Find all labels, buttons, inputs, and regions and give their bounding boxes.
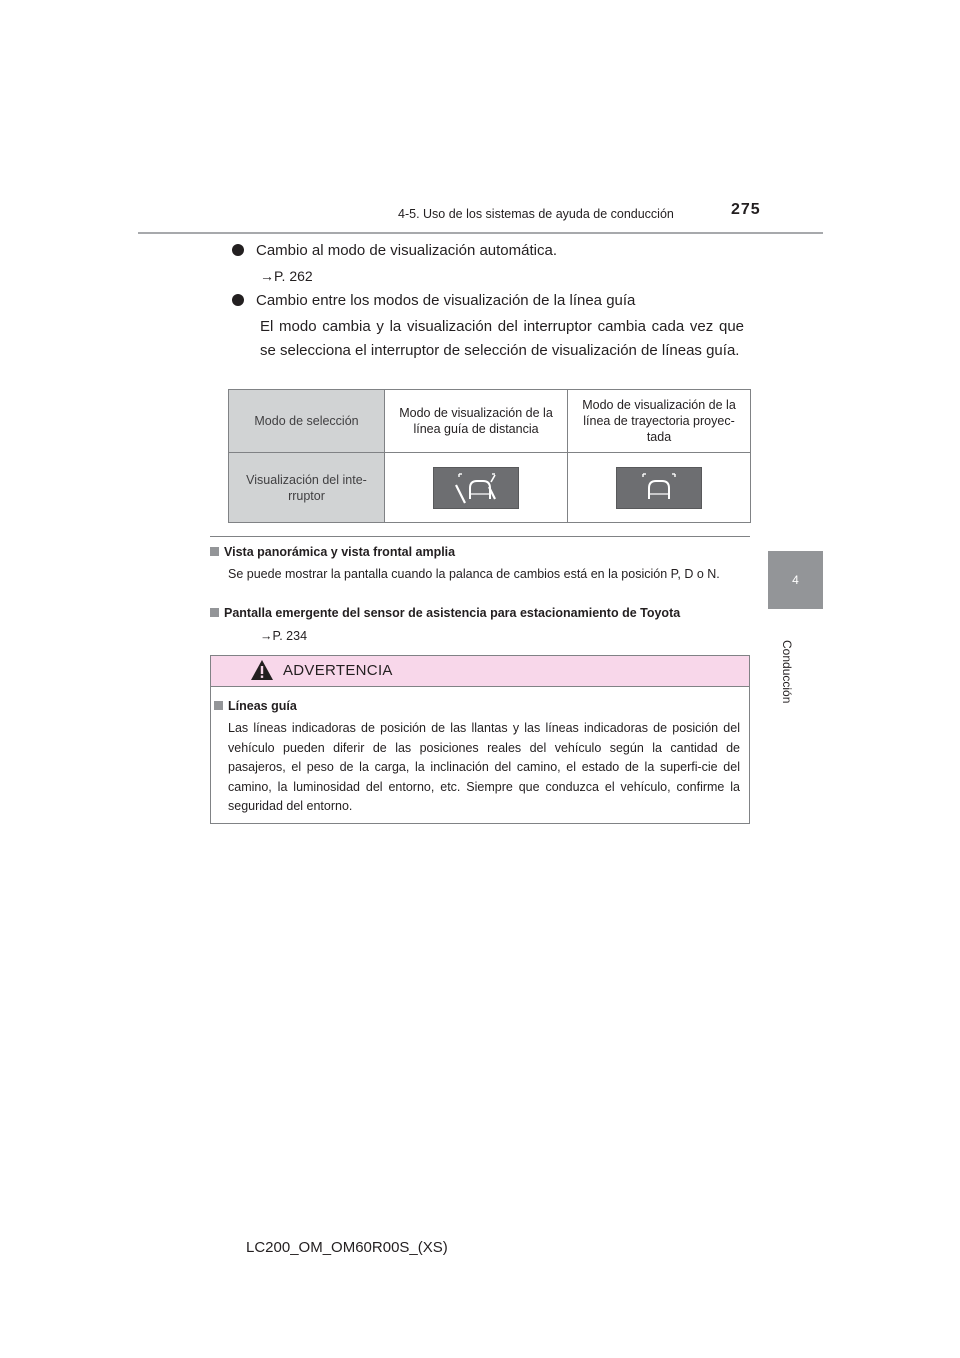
note-title xyxy=(210,545,455,559)
table-column-header: Modo de visualización de la línea guía de distancia xyxy=(385,390,568,453)
table-column-header: Modo de visualización de la línea de trayectoria proyec-tada xyxy=(568,390,751,453)
bullet-text: Cambio al modo de visualización automática. xyxy=(256,242,557,259)
square-bullet-icon xyxy=(210,608,219,617)
section-divider xyxy=(210,536,750,537)
warning-item-text: Las líneas indicadoras de posición de las llantas y las líneas indicadoras de posición del vehículo pueden diferir de las posiciones reales del vehículo según la cantidad de pasajeros, el peso de la carga, la inclinación del camino, el estado de la superfi-cie del camino, la luminosidad del entorno, etc. Siempre que conduzca el vehículo, confirme la seguridad del entorno. xyxy=(228,721,740,813)
page-reference: →P. 262 xyxy=(260,268,313,284)
note-title-text: Vista panorámica y vista frontal amplia xyxy=(224,545,456,559)
guide-line-mode-table xyxy=(228,389,751,523)
warning-item-title-text: Líneas guía xyxy=(228,699,297,713)
header-divider xyxy=(138,232,823,234)
bullet-item xyxy=(232,292,635,309)
warning-triangle-icon xyxy=(250,659,274,681)
table-row-header: Modo de selección xyxy=(229,390,385,453)
note-title-text: Pantalla emergente del sensor de asistencia para estacionamiento de Toyota xyxy=(224,606,681,620)
table-cell xyxy=(568,453,751,523)
guide-lines-distance-switch-icon xyxy=(433,467,519,509)
table-cell xyxy=(385,453,568,523)
square-bullet-icon xyxy=(214,701,223,710)
bullet-text: Cambio entre los modos de visualización de la línea guía xyxy=(256,292,636,309)
table-row xyxy=(229,453,751,523)
chapter-tab-label: Conducción xyxy=(780,640,794,704)
page-number: 275 xyxy=(731,201,761,218)
chapter-tab-number: 4 xyxy=(792,573,799,587)
bullet-dot-icon xyxy=(232,294,244,306)
table-row xyxy=(229,390,751,453)
square-bullet-icon xyxy=(210,547,219,556)
page-reference: →P. 234 xyxy=(260,629,308,643)
warning-title: ADVERTENCIA xyxy=(283,662,393,679)
note-text: Se puede mostrar la pantalla cuando la palanca de cambios está en la posición P, D o N. xyxy=(228,567,720,581)
bullet-description: El modo cambia y la visualización del interruptor cambia cada vez que se selecciona el interruptor de selección de visualización de líneas guía. xyxy=(260,318,744,359)
document-code: LC200_OM_OM60R00S_(XS) xyxy=(246,1239,448,1256)
bullet-item xyxy=(232,242,557,259)
projected-trajectory-switch-icon xyxy=(616,467,702,509)
warning-item-title xyxy=(214,699,297,713)
header-section-title: 4-5. Uso de los sistemas de ayuda de conducción xyxy=(398,207,674,221)
table-row-header: Visualización del inte-rruptor xyxy=(229,453,385,523)
bullet-dot-icon xyxy=(232,244,244,256)
note-title xyxy=(210,606,680,620)
